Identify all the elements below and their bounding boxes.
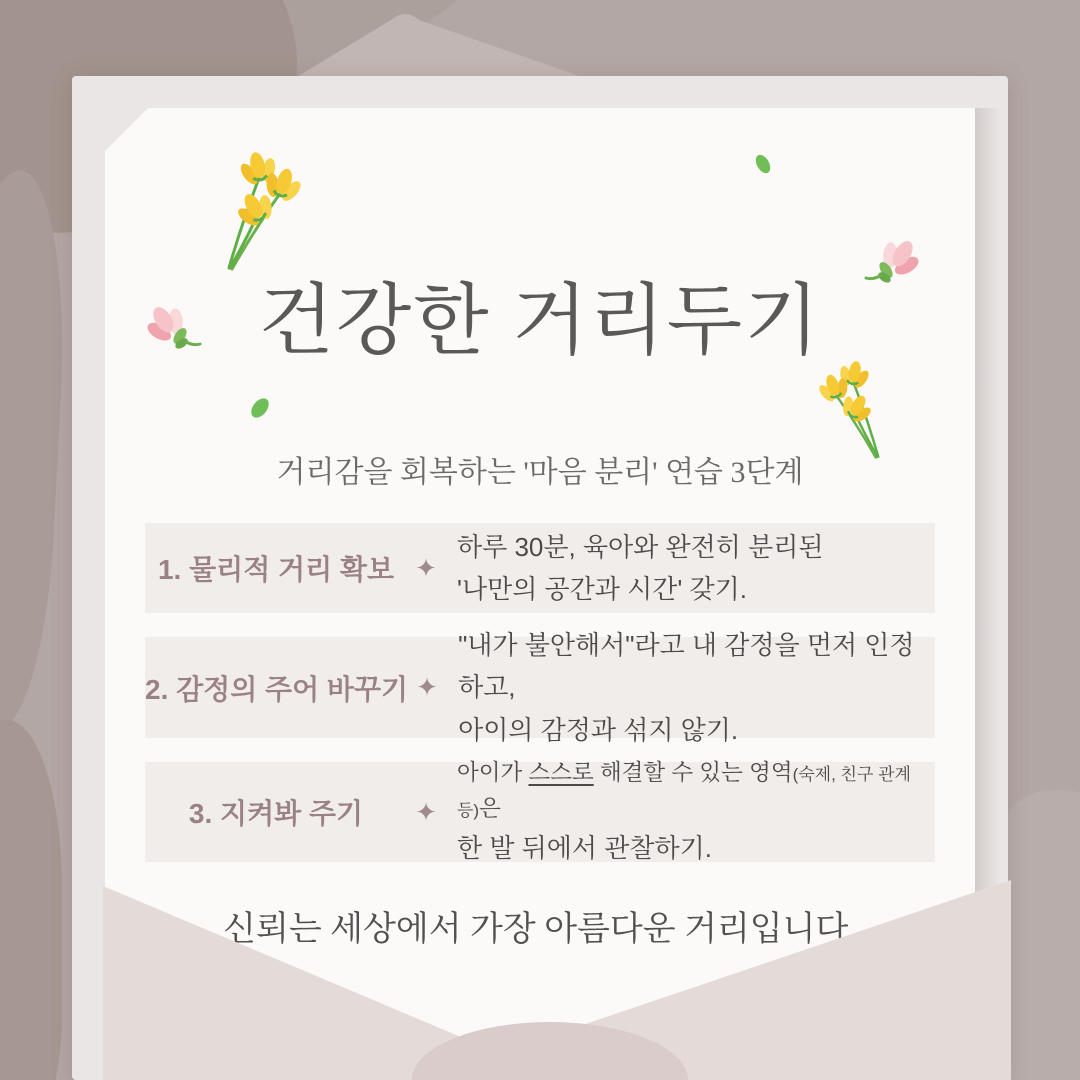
page-subtitle: 거리감을 회복하는 '마음 분리' 연습 3단계: [276, 456, 804, 489]
closing-message: 신뢰는 세상에서 가장 아름다운 거리입니다.: [223, 911, 857, 948]
desc-segment: 은: [479, 795, 501, 821]
yellow-flowers-illustration: [203, 146, 309, 272]
step-description-line2: 아이의 감정과 섞지 않기.: [458, 714, 739, 745]
sparkle-icon: ✦: [415, 796, 437, 827]
desc-segment: 해결할 수 있는 영역: [593, 759, 793, 785]
step-description-line1: [457, 755, 935, 828]
step-description-line2: '나만의 공간과 시간' 갖기.: [457, 574, 747, 604]
step-row-1: [145, 523, 935, 613]
yellow-flowers-illustration: [806, 356, 906, 460]
desc-segment-small: (숙제, 친구 관계 등): [457, 764, 911, 820]
leaf-illustration: [750, 150, 776, 178]
step-label: 1. 물리적 거리 확보: [157, 554, 395, 585]
leaf-illustration: [246, 394, 274, 422]
step-description-line1: 하루 30분, 육아와 완전히 분리된: [457, 531, 824, 562]
desc-segment-underlined: 스스로: [528, 759, 594, 785]
step-description: [458, 624, 935, 750]
step-row-3: [145, 759, 935, 864]
step-description: [457, 755, 935, 870]
step-row-2: [145, 630, 935, 745]
step-description: [457, 526, 823, 610]
desc-segment: 아이가: [457, 759, 529, 785]
step-label: 2. 감정의 주어 바꾸기: [145, 673, 409, 705]
watercolor-texture: [0, 720, 62, 1080]
step-label: 3. 지켜봐 주기: [188, 798, 364, 829]
sparkle-icon: ✦: [415, 552, 437, 583]
page-title: 건강한 거리두기: [258, 277, 822, 364]
sparkle-icon: ✦: [416, 672, 438, 702]
step-description-line1: "내가 불안해서"라고 내 감정을 먼저 인정하고,: [458, 630, 915, 703]
envelope-top-flap: [295, 6, 585, 78]
step-description-line2: 한 발 뒤에서 관찰하기.: [457, 833, 712, 864]
